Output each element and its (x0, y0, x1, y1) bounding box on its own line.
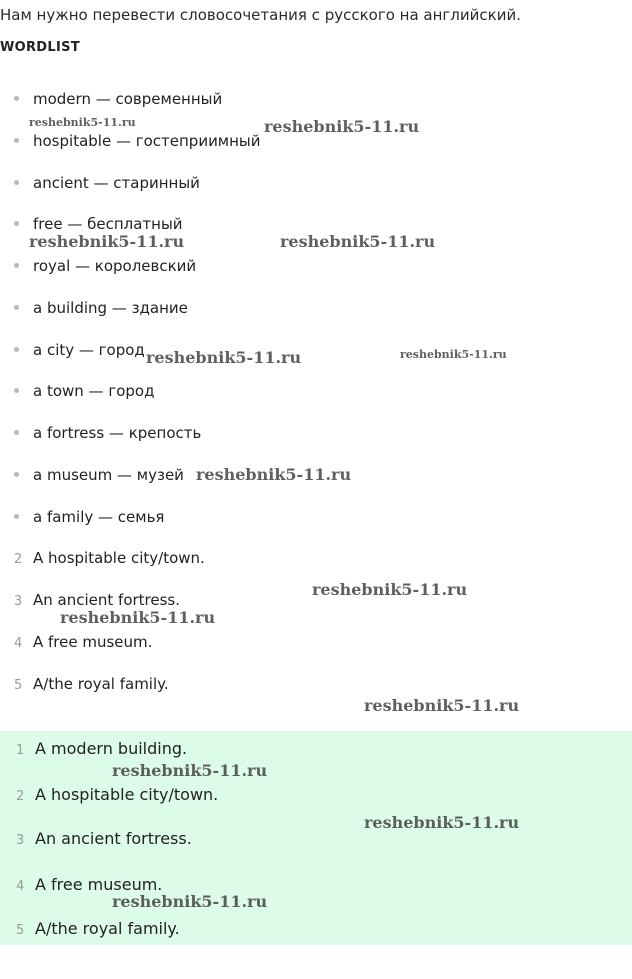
answer-text: A/the royal family. (35, 919, 180, 938)
item-text: An ancient fortress. (33, 591, 181, 609)
answer-item (16, 829, 192, 848)
watermark: reshebnik5-11.ru (112, 761, 268, 780)
wordlist-item (14, 424, 201, 442)
watermark: reshebnik5-11.ru (280, 232, 436, 251)
watermark: reshebnik5-11.ru (264, 117, 420, 136)
bullet-icon (14, 221, 19, 226)
answer-item (16, 919, 180, 938)
answer-number: 3 (16, 833, 25, 848)
bullet-icon (14, 305, 19, 310)
watermark: reshebnik5-11.ru (29, 116, 136, 129)
answer-text: A modern building. (35, 739, 188, 758)
bullet-icon (14, 180, 19, 185)
answer-number: 2 (16, 789, 25, 804)
numbered-item (14, 675, 169, 693)
wordlist-item-text: a city — город (33, 341, 145, 359)
wordlist-item-text: modern — современный (33, 90, 223, 108)
watermark: reshebnik5-11.ru (312, 580, 468, 599)
bullet-icon (14, 514, 19, 519)
answer-number: 5 (16, 923, 25, 938)
bullet-icon (14, 263, 19, 268)
item-number: 4 (14, 636, 23, 651)
wordlist-item-text: hospitable — гостеприимный (33, 132, 261, 150)
bullet-icon (14, 388, 19, 393)
wordlist-item-text: a building — здание (33, 299, 188, 317)
wordlist-item (14, 382, 154, 400)
answer-item (16, 785, 218, 804)
item-number: 3 (14, 594, 23, 609)
item-text: A free museum. (33, 633, 153, 651)
item-text: A/the royal family. (33, 675, 169, 693)
wordlist-item (14, 508, 164, 526)
item-text: A hospitable city/town. (33, 549, 205, 567)
watermark: reshebnik5-11.ru (146, 348, 302, 367)
wordlist-item (14, 90, 222, 108)
wordlist-item (14, 299, 188, 317)
wordlist-item (14, 466, 184, 484)
answer-item (16, 739, 187, 758)
answer-text: A free museum. (35, 875, 163, 894)
numbered-item (14, 633, 152, 651)
watermark: reshebnik5-11.ru (400, 348, 507, 361)
bullet-icon (14, 347, 19, 352)
wordlist-item-text: a town — город (33, 382, 155, 400)
wordlist-item-text: a museum — музей (33, 466, 184, 484)
answer-text: An ancient fortress. (35, 829, 192, 848)
watermark: reshebnik5-11.ru (60, 608, 216, 627)
intro-text: Нам нужно перевести словосочетания с русского на английский. (0, 6, 521, 24)
numbered-item (14, 549, 205, 567)
wordlist-item-text: royal — королевский (33, 257, 197, 275)
item-number: 2 (14, 552, 23, 567)
wordlist-item (14, 132, 261, 150)
numbered-item (14, 591, 180, 609)
wordlist-item-text: free — бесплатный (33, 215, 183, 233)
answer-number: 1 (16, 743, 25, 758)
watermark: reshebnik5-11.ru (29, 232, 185, 251)
wordlist-item-text: ancient — старинный (33, 174, 200, 192)
watermark: reshebnik5-11.ru (364, 696, 520, 715)
wordlist-item (14, 215, 183, 233)
answer-text: A hospitable city/town. (35, 785, 219, 804)
watermark: reshebnik5-11.ru (196, 465, 352, 484)
watermark: reshebnik5-11.ru (364, 813, 520, 832)
wordlist-item-text: a family — семья (33, 508, 165, 526)
wordlist-item-text: a fortress — крепость (33, 424, 202, 442)
answer-number: 4 (16, 879, 25, 894)
bullet-icon (14, 430, 19, 435)
wordlist-item (14, 174, 200, 192)
wordlist-item (14, 257, 196, 275)
bullet-icon (14, 472, 19, 477)
wordlist-heading: WORDLIST (0, 40, 80, 55)
bullet-icon (14, 138, 19, 143)
watermark: reshebnik5-11.ru (112, 892, 268, 911)
bullet-icon (14, 96, 19, 101)
item-number: 5 (14, 678, 23, 693)
wordlist-item (14, 341, 145, 359)
